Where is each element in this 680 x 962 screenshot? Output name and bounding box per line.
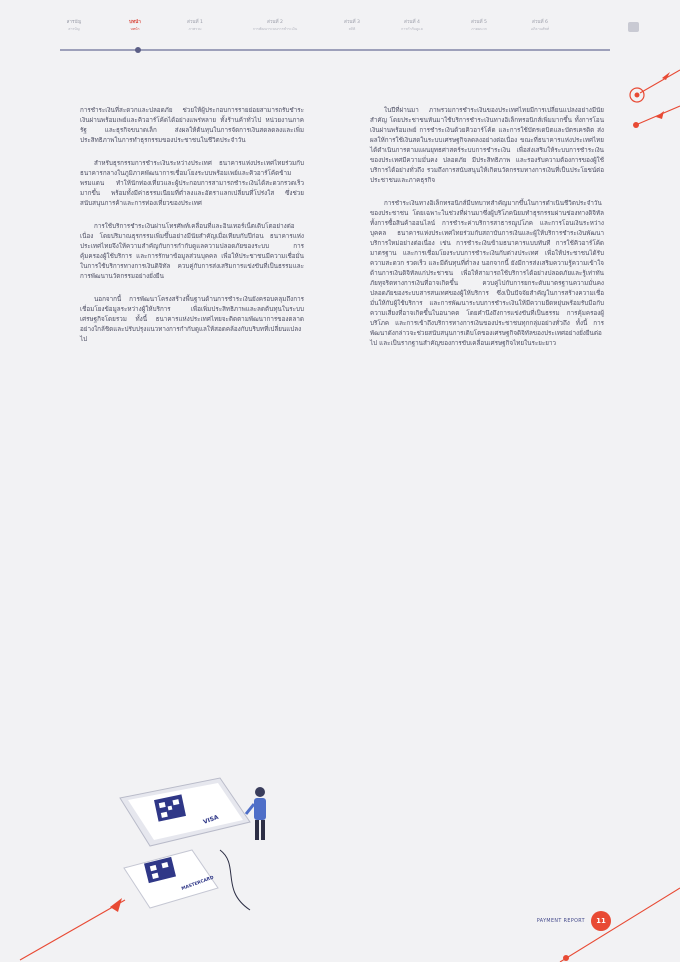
nav-item-part-5[interactable] [457,20,501,32]
nav-item-sublabel: ภาคผนวก [471,27,487,31]
paragraph: ในปีที่ผ่านมา ภาพรวมการชำระเงินของประเทศไทยมีการเปลี่ยนแปลงอย่างมีนัยสำคัญ โดยประชาชนหันมาใช้บริการชำระเงินทางอิเล็กทรอนิกส์เพิ่มมากขึ้น ทั้งการโอนเงินผ่านพร้อมเพย์ การชำระเงินด้วยคิวอาร์โค้ด และการใช้บัตรเดบิตและบัตรเครดิต ส่งผลให้การใช้เงินสดในระบบเศรษฐกิจลดลงอย่างต่อเนื่อง ขณะที่ธนาคารแห่งประเทศไทยได้ดำเนินการตามแผนยุทธศาสตร์ระบบการชำระเงิน เพื่อส่งเสริมให้ระบบการชำระเงินของประเทศมีความมั่นคง ปลอดภัย มีประสิทธิภาพ และรองรับความต้องการของผู้ใช้บริการได้อย่างทั่วถึง รวมถึงการสนับสนุนให้เกิดนวัตกรรมทางการเงินที่เป็นประโยชน์ต่อประชาชนและภาคธุรกิจ [370,107,604,184]
arrow-line [640,70,680,93]
nav-item-label: ส่วนที่ 4 [404,20,420,25]
left-text-column [80,106,304,358]
nav-item-sublabel: การพัฒนาระบบการชำระเงิน [252,27,298,31]
ring-dot [635,93,640,98]
publication-name: PAYMENT REPORT [536,919,585,924]
nav-item-label: ส่วนที่ 3 [344,20,360,25]
decorative-lines [0,860,680,962]
nav-item-part-1[interactable] [177,20,213,32]
nav-item-sublabel: บทนำ [130,27,140,31]
card-brand-bottom: MASTERCARD [180,875,215,892]
nav-current-marker [135,47,141,53]
right-text-column [370,106,604,362]
nav-progress-rule [60,49,610,51]
nav-item-sublabel: สารบัญ [68,27,80,31]
paragraph: นอกจากนี้ การพัฒนาโครงสร้างพื้นฐานด้านการชำระเงินยังครอบคลุมถึงการเชื่อมโยงข้อมูลระหว่างผู้ให้บริการ เพื่อเพิ่มประสิทธิภาพและลดต้นทุนในระบบเศรษฐกิจโดยรวม ทั้งนี้ ธนาคารแห่งประเทศไทยจะติดตามพัฒนาการของตลาดอย่างใกล้ชิดและปรับปรุงแนวทางการกำกับดูแลให้สอดคล้องกับบริบทที่เปลี่ยนแปลงไป [80,296,304,343]
arrow-head [656,111,664,119]
nav-item-part-2[interactable] [230,20,320,32]
nav-item-label: ส่วนที่ 6 [532,20,548,25]
arrow-dot [633,122,639,128]
nav-item-label: บทนำ [129,20,141,25]
paragraph: สำหรับธุรกรรมการชำระเงินระหว่างประเทศ ธนาคารแห่งประเทศไทยร่วมกับธนาคารกลางในภูมิภาคพัฒนาการเชื่อมโยงระบบพร้อมเพย์และคิวอาร์โค้ดข้ามพรมแดน ทำให้นักท่องเที่ยวและผู้ประกอบการสามารถชำระเงินได้สะดวกรวดเร็วมากขึ้น พร้อมทั้งมีค่าธรรมเนียมที่ต่ำลงและอัตราแลกเปลี่ยนที่โปร่งใส ซึ่งช่วยสนับสนุนการค้าและการท่องเที่ยวของประเทศ [80,160,304,207]
nav-item-label: ส่วนที่ 2 [267,20,283,25]
decor-dot [563,955,569,961]
decorative-arrows [600,60,680,140]
paragraph: การใช้บริการชำระเงินผ่านโทรศัพท์เคลื่อนที่และอินเทอร์เน็ตเติบโตอย่างต่อเนื่อง โดยปริมาณธุรกรรมเพิ่มขึ้นอย่างมีนัยสำคัญเมื่อเทียบกับปีก่อน ธนาคารแห่งประเทศไทยจึงให้ความสำคัญกับการกำกับดูแลความปลอดภัยของระบบ การคุ้มครองผู้ใช้บริการ และการรักษาข้อมูลส่วนบุคคล เพื่อให้ประชาชนมีความเชื่อมั่นในการใช้บริการทางการเงินดิจิทัล ควบคู่กับการส่งเสริมการแข่งขันที่เป็นธรรมและการพัฒนานวัตกรรมอย่างยั่งยืน [80,223,304,280]
nav-item-sublabel: การกำกับดูแล [401,27,423,31]
nav-item-label: สารบัญ [66,20,82,25]
decor-line [20,900,125,960]
section-navigation [52,20,612,40]
page-number: 11 [591,911,611,931]
nav-item-sublabel: สถิติ [348,27,356,31]
nav-item-sublabel: ภาพรวม [188,27,202,31]
paragraph: การชำระเงินทางอิเล็กทรอนิกส์มีบทบาทสำคัญมากขึ้นในการดำเนินชีวิตประจำวันของประชาชน โดยเฉพาะในช่วงที่ผ่านมาซึ่งผู้บริโภคนิยมทำธุรกรรมผ่านช่องทางดิจิทัล ทั้งการซื้อสินค้าออนไลน์ การชำระค่าบริการสาธารณูปโภค และการโอนเงินระหว่างบุคคล ธนาคารแห่งประเทศไทยร่วมกับสถาบันการเงินและผู้ให้บริการชำระเงินพัฒนาบริการใหม่อย่างต่อเนื่อง เช่น การชำระเงินข้ามธนาคารแบบทันที การใช้คิวอาร์โค้ดมาตรฐาน และการเชื่อมโยงระบบการชำระเงินกับต่างประเทศ เพื่อให้ประชาชนได้รับความสะดวก รวดเร็ว และมีต้นทุนที่ต่ำลง นอกจากนี้ ยังมีการส่งเสริมความรู้ความเข้าใจด้านการเงินดิจิทัลแก่ประชาชน เพื่อให้สามารถใช้บริการได้อย่างปลอดภัยและรู้เท่าทันภัยทุจริตทางการเงินที่อาจเกิดขึ้น ควบคู่ไปกับการยกระดับมาตรฐานความมั่นคงปลอดภัยของระบบสารสนเทศของผู้ให้บริการ ซึ่งเป็นปัจจัยสำคัญในการสร้างความเชื่อมั่นให้กับผู้ใช้บริการ และการพัฒนาระบบการชำระเงินให้มีความยืดหยุ่นพร้อมรับมือกับความเสี่ยงที่อาจเกิดขึ้นในอนาคต โดยคำนึงถึงการแข่งขันที่เป็นธรรม การคุ้มครองผู้บริโภค และการเข้าถึงบริการทางการเงินของประชาชนทุกกลุ่มอย่างทั่วถึง ทั้งนี้ การพัฒนาดังกล่าวจะช่วยสนับสนุนการเติบโตของเศรษฐกิจดิจิทัลของประเทศอย่างยั่งยืนต่อไป และเป็นรากฐานสำคัญของการขับเคลื่อนเศรษฐกิจไทยในระยะยาว [370,200,604,347]
arrow-head [110,898,122,912]
nav-item-sublabel: อภิธานศัพท์ [530,27,550,31]
nav-item-part-4[interactable] [387,20,437,32]
phone-illustration [120,778,250,846]
nav-item-introduction[interactable] [115,20,155,32]
nav-item-part-6[interactable] [518,20,562,32]
card-brand-top: VISA [202,813,220,826]
nav-item-label: ส่วนที่ 1 [187,20,203,25]
menu-icon[interactable] [628,22,639,32]
nav-item-label: ส่วนที่ 5 [471,20,487,25]
nav-item-contents[interactable] [57,20,91,32]
paragraph: การชำระเงินที่สะดวกและปลอดภัย ช่วยให้ผู้ประกอบการรายย่อยสามารถรับชำระเงินผ่านพร้อมเพย์และคิวอาร์โค้ดได้อย่างแพร่หลาย ทั้งร้านค้าทั่วไป หน่วยงานภาครัฐ และธุรกิจขนาดเล็ก ส่งผลให้ต้นทุนในการจัดการเงินสดลดลงและเพิ่มประสิทธิภาพในการทำธุรกรรมของประชาชนในชีวิตประจำวัน [80,107,304,144]
person-illustration [246,787,266,840]
nav-item-part-3[interactable] [334,20,370,32]
decor-line [560,888,680,962]
